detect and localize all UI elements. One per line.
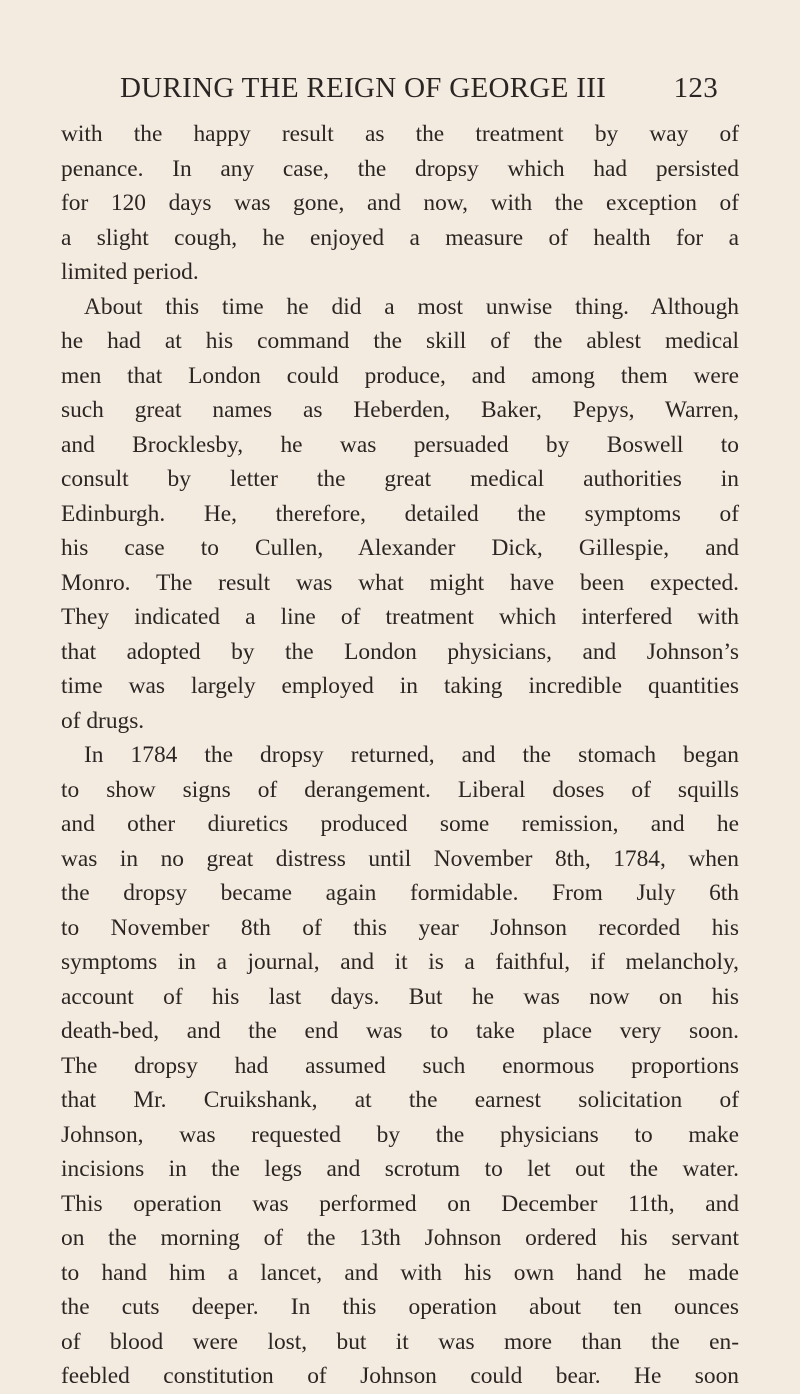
text-line: account of his last days. But he was now on his <box>61 983 739 1010</box>
text-line: They indicated a line of treatment which interfered with <box>61 604 739 630</box>
text-line: The dropsy had assumed such enormous proportions <box>61 1052 739 1079</box>
text-line: was in no great distress until November 8th, 1784, when <box>61 845 739 872</box>
text-line: Edinburgh. He, therefore, detailed the symptoms of <box>61 500 739 527</box>
text-line: Johnson, was requested by the physicians to make <box>61 1121 739 1148</box>
page-number: 123 <box>673 72 718 104</box>
running-head-title: DURING THE REIGN OF GEORGE III <box>120 72 607 104</box>
text-line: incisions in the legs and scrotum to let out the water. <box>61 1156 739 1182</box>
text-line: to hand him a lancet, and with his own hand he made <box>61 1259 739 1286</box>
text-line: to November 8th of this year Johnson recorded his <box>61 914 739 941</box>
text-line: men that London could produce, and among them were <box>61 362 739 389</box>
text-line: he had at his command the skill of the ablest medical <box>61 328 739 354</box>
text-line: This operation was performed on December 11th, and <box>61 1190 739 1217</box>
text-line: consult by letter the great medical authorities in <box>61 466 739 492</box>
text-line: and Brocklesby, he was persuaded by Boswell to <box>61 431 739 458</box>
text-line: for 120 days was gone, and now, with the exception of <box>61 190 739 216</box>
text-line: Monro. The result was what might have been expected. <box>61 569 739 596</box>
text-line: of drugs. <box>61 707 145 734</box>
text-line: penance. In any case, the dropsy which had persisted <box>61 155 739 182</box>
text-line: that Mr. Cruikshank, at the earnest solicitation of <box>61 1087 739 1113</box>
text-line: limited period. <box>61 259 199 285</box>
text-line: his case to Cullen, Alexander Dick, Gillespie, and <box>61 535 739 561</box>
body-text <box>61 117 739 1394</box>
text-line: such great names as Heberden, Baker, Pepys, Warren, <box>61 397 739 423</box>
running-head <box>0 72 800 112</box>
text-line: to show signs of derangement. Liberal doses of squills <box>61 776 739 803</box>
text-line: of blood were lost, but it was more than the en- <box>61 1328 739 1355</box>
text-line: In 1784 the dropsy returned, and the stomach began <box>84 742 739 768</box>
text-line: a slight cough, he enjoyed a measure of health for a <box>61 224 739 251</box>
text-line: feebled constitution of Johnson could bear. He soon <box>61 1363 739 1389</box>
text-line: and other diuretics produced some remission, and he <box>61 811 739 837</box>
text-line: with the happy result as the treatment by way of <box>61 121 739 147</box>
text-line: the dropsy became again formidable. From July 6th <box>61 880 739 906</box>
text-line: time was largely employed in taking incredible quantities <box>61 673 739 699</box>
text-line: on the morning of the 13th Johnson ordered his servant <box>61 1225 739 1251</box>
text-line: About this time he did a most unwise thing. Although <box>84 293 739 320</box>
text-line: symptoms in a journal, and it is a faithful, if melancholy, <box>61 949 739 975</box>
text-line: death-bed, and the end was to take place very soon. <box>61 1018 739 1044</box>
text-line: that adopted by the London physicians, and Johnson’s <box>61 638 739 665</box>
text-line: the cuts deeper. In this operation about ten ounces <box>61 1294 739 1320</box>
